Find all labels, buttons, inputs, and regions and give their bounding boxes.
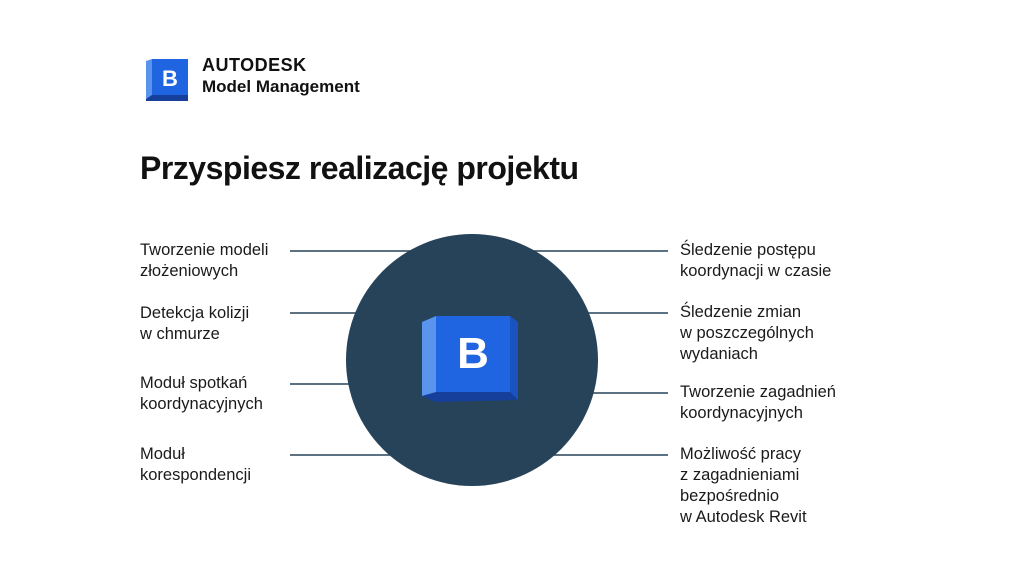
company-name: AUTODESK — [202, 55, 307, 75]
page-title: Przyspiesz realizację projektu — [140, 150, 579, 186]
feature-right-1: Śledzenie postępu koordynacji w czasie — [680, 241, 832, 280]
feature-left-1: Tworzenie modeli złożeniowych — [140, 241, 269, 280]
feature-left-4: Moduł korespondencji — [140, 445, 251, 484]
feature-left-3: Moduł spotkań koordynacyjnych — [140, 374, 263, 413]
center-bim-icon — [422, 316, 518, 402]
feature-right-3: Tworzenie zagadnień koordynacyjnych — [680, 383, 836, 422]
feature-left-2: Detekcja kolizji w chmurze — [140, 304, 250, 343]
center-icon-letter: B — [457, 329, 489, 378]
feature-right-2: Śledzenie zmian w poszczególnych wydaniach — [680, 303, 814, 363]
feature-right-4: Możliwość pracy z zagadnieniami bezpośrednio w Autodesk Revit — [680, 445, 807, 526]
logo-letter: B — [162, 66, 178, 91]
product-name: Model Management — [202, 77, 360, 96]
